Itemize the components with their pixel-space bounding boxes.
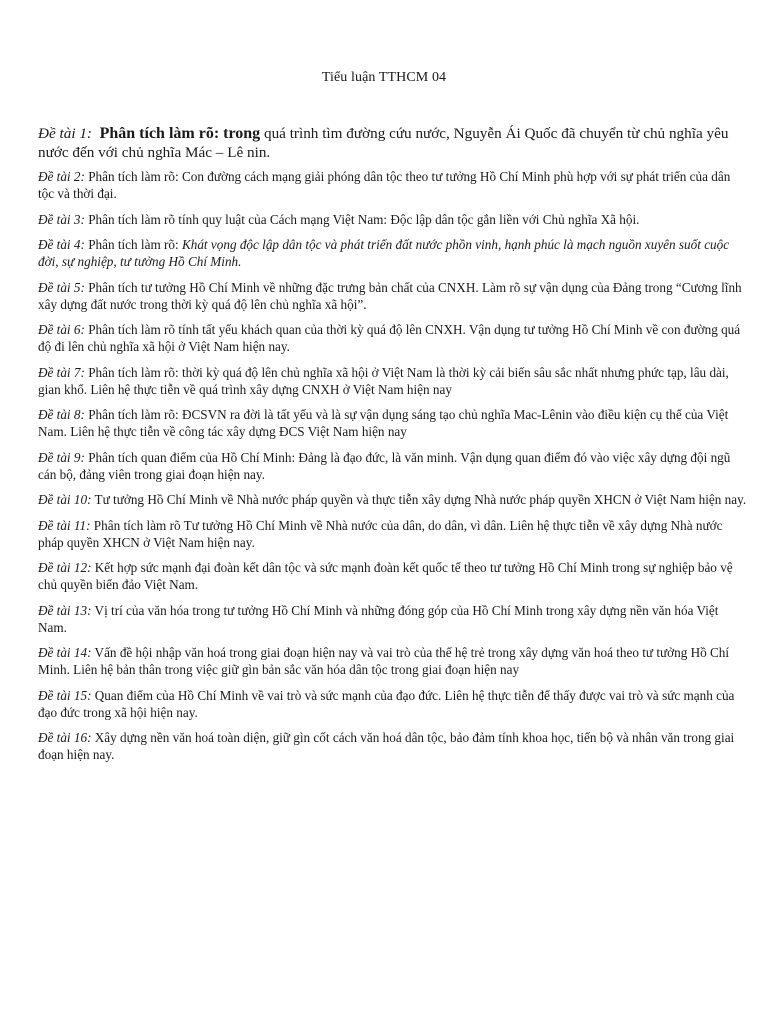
topic-label: Đề tài 4: xyxy=(38,237,85,252)
topic-text: Phân tích làm rõ Tư tưởng Hồ Chí Minh về Nhà nước của dân, do dân, vì dân. Liên hệ thực tiễn về xây dựng Nhà nước pháp quyền XHCN ở Việt Nam hiện nay. xyxy=(38,517,723,550)
topic-text: Phân tích quan điểm của Hồ Chí Minh: Đảng là đạo đức, là văn minh. Vận dụng quan điểm đó vào việc xây dựng đội ngũ cán bộ, đảng viên trong giai đoạn hiện nay. xyxy=(38,449,731,482)
topic-label: Đề tài 7: xyxy=(38,364,85,380)
topic-text: Xây dựng nền văn hoá toàn diện, giữ gìn cốt cách văn hoá dân tộc, bảo đảm tính khoa học, tiến bộ và nhân văn trong giai đoạn hiện nay. xyxy=(38,730,735,762)
topic-item xyxy=(38,279,748,313)
topic-text: quá trình tìm đường cứu nước, Nguyễn Ái Quốc đã chuyển từ chủ nghĩa yêu nước đến với chủ nghĩa Mác – Lê nin. xyxy=(38,125,729,161)
topic-text: Phân tích làm rõ tính quy luật của Cách mạng Việt Nam: Độc lập dân tộc gắn liền với Chủ nghĩa Xã hội. xyxy=(88,211,640,227)
topic-label: Đề tài 10: xyxy=(38,492,92,507)
topic-text: Kết hợp sức mạnh đại đoàn kết dân tộc và sức mạnh đoàn kết quốc tế theo tư tưởng Hồ Chí Minh trong sự nghiệp bảo vệ chủ quyền biển đảo Việt Nam. xyxy=(38,560,733,592)
topic-item xyxy=(38,644,748,678)
topic-label: Đề tài 12: xyxy=(38,560,92,575)
topic-list xyxy=(38,124,748,772)
topic-item xyxy=(38,729,748,763)
topic-text: Phân tích làm rõ: Con đường cách mạng giải phóng dân tộc theo tư tưởng Hồ Chí Minh phù hợp với sự phát triển của dân tộc và thời đại. xyxy=(38,169,731,201)
topic-label: Đề tài 3: xyxy=(38,211,85,227)
topic-text: Phân tích làm rõ: xyxy=(88,237,179,252)
topic-item xyxy=(38,406,748,440)
topic-item xyxy=(38,236,748,270)
topic-item xyxy=(38,687,748,721)
topic-item xyxy=(38,559,748,593)
topic-item xyxy=(38,211,748,228)
topic-text: Quan điểm của Hồ Chí Minh về vai trò và sức mạnh của đạo đức. Liên hệ thực tiễn để thấy được vai trò và sức mạnh của đạo đức trong xã hội hiện nay. xyxy=(38,687,735,720)
topic-text: Tư tưởng Hồ Chí Minh về Nhà nước pháp quyền và thực tiễn xây dựng Nhà nước pháp quyền XHCN ở Việt Nam hiện nay. xyxy=(94,492,747,507)
topic-item xyxy=(38,602,748,636)
topic-label: Đề tài 6: xyxy=(38,322,85,337)
topic-item xyxy=(38,321,748,355)
topic-label: Đề tài 9: xyxy=(38,449,85,465)
topic-item xyxy=(38,491,748,508)
topic-label: Đề tài 16: xyxy=(38,730,92,745)
topic-label: Đề tài 2: xyxy=(38,169,85,184)
topic-label: Đề tài 15: xyxy=(38,687,92,703)
topic-label: Đề tài 13: xyxy=(38,602,92,618)
topic-text: Phân tích làm rõ: thời kỳ quá độ lên chủ nghĩa xã hội ở Việt Nam là thời kỳ cải biến sâu sắc nhất nhưng phức tạp, lâu dài, gian khổ. Liên hệ thực tiễn về quá trình xây dựng CNXH ở Việt Nam hiện nay xyxy=(38,364,729,397)
topic-label: Đề tài 8: xyxy=(38,407,85,422)
topic-text: Vị trí của văn hóa trong tư tưởng Hồ Chí Minh và những đóng góp của Hồ Chí Minh trong xây dựng nền văn hóa Việt Nam. xyxy=(38,602,719,635)
topic-label: Đề tài 14: xyxy=(38,645,92,660)
topic-lead: Phân tích làm rõ: trong xyxy=(99,125,261,142)
topic-label: Đề tài 5: xyxy=(38,279,85,295)
topic-label: Đề tài 1: xyxy=(38,125,92,142)
topic-label: Đề tài 11: xyxy=(38,517,91,533)
topic-item xyxy=(38,364,748,398)
topic-text: Vấn đề hội nhập văn hoá trong giai đoạn hiện nay và vai trò của thế hệ trẻ trong xây dựng văn hoá theo tư tưởng Hồ Chí Minh. Liên hệ bản thân trong việc giữ gìn bản sắc văn hóa dân tộc trong giai đoạn hiện nay xyxy=(38,645,730,677)
topic-item xyxy=(38,449,748,483)
topic-text: Phân tích tư tưởng Hồ Chí Minh về những đặc trưng bản chất của CNXH. Làm rõ sự vận dụng của Đảng trong “Cương lĩnh xây dựng đất nước trong thời kỳ quá độ lên chủ nghĩa xã hội”. xyxy=(38,279,742,312)
document-title: Tiểu luận TTHCM 04 xyxy=(321,70,447,85)
topic-item xyxy=(38,124,748,162)
topic-item xyxy=(38,168,748,202)
topic-text: Phân tích làm rõ tính tất yếu khách quan của thời kỳ quá độ lên CNXH. Vận dụng tư tưởng Hồ Chí Minh về con đường quá độ đi lên chủ nghĩa xã hội ở Việt Nam hiện nay. xyxy=(38,322,741,354)
topic-text: Phân tích làm rõ: ĐCSVN ra đời là tất yếu và là sự vận dụng sáng tạo chủ nghĩa Mac-Lênin vào điều kiện cụ thể của Việt Nam. Liên hệ thực tiễn về công tác xây dựng ĐCS Việt Nam hiện nay xyxy=(38,407,729,439)
topic-text-emphasis: Khát vọng độc lập dân tộc và phát triển đất nước phồn vinh, hạnh phúc là mạch nguồn xuyên suốt cuộc đời, sự nghiệp, tư tưởng Hồ Chí Minh. xyxy=(38,237,730,269)
topic-item xyxy=(38,517,748,551)
